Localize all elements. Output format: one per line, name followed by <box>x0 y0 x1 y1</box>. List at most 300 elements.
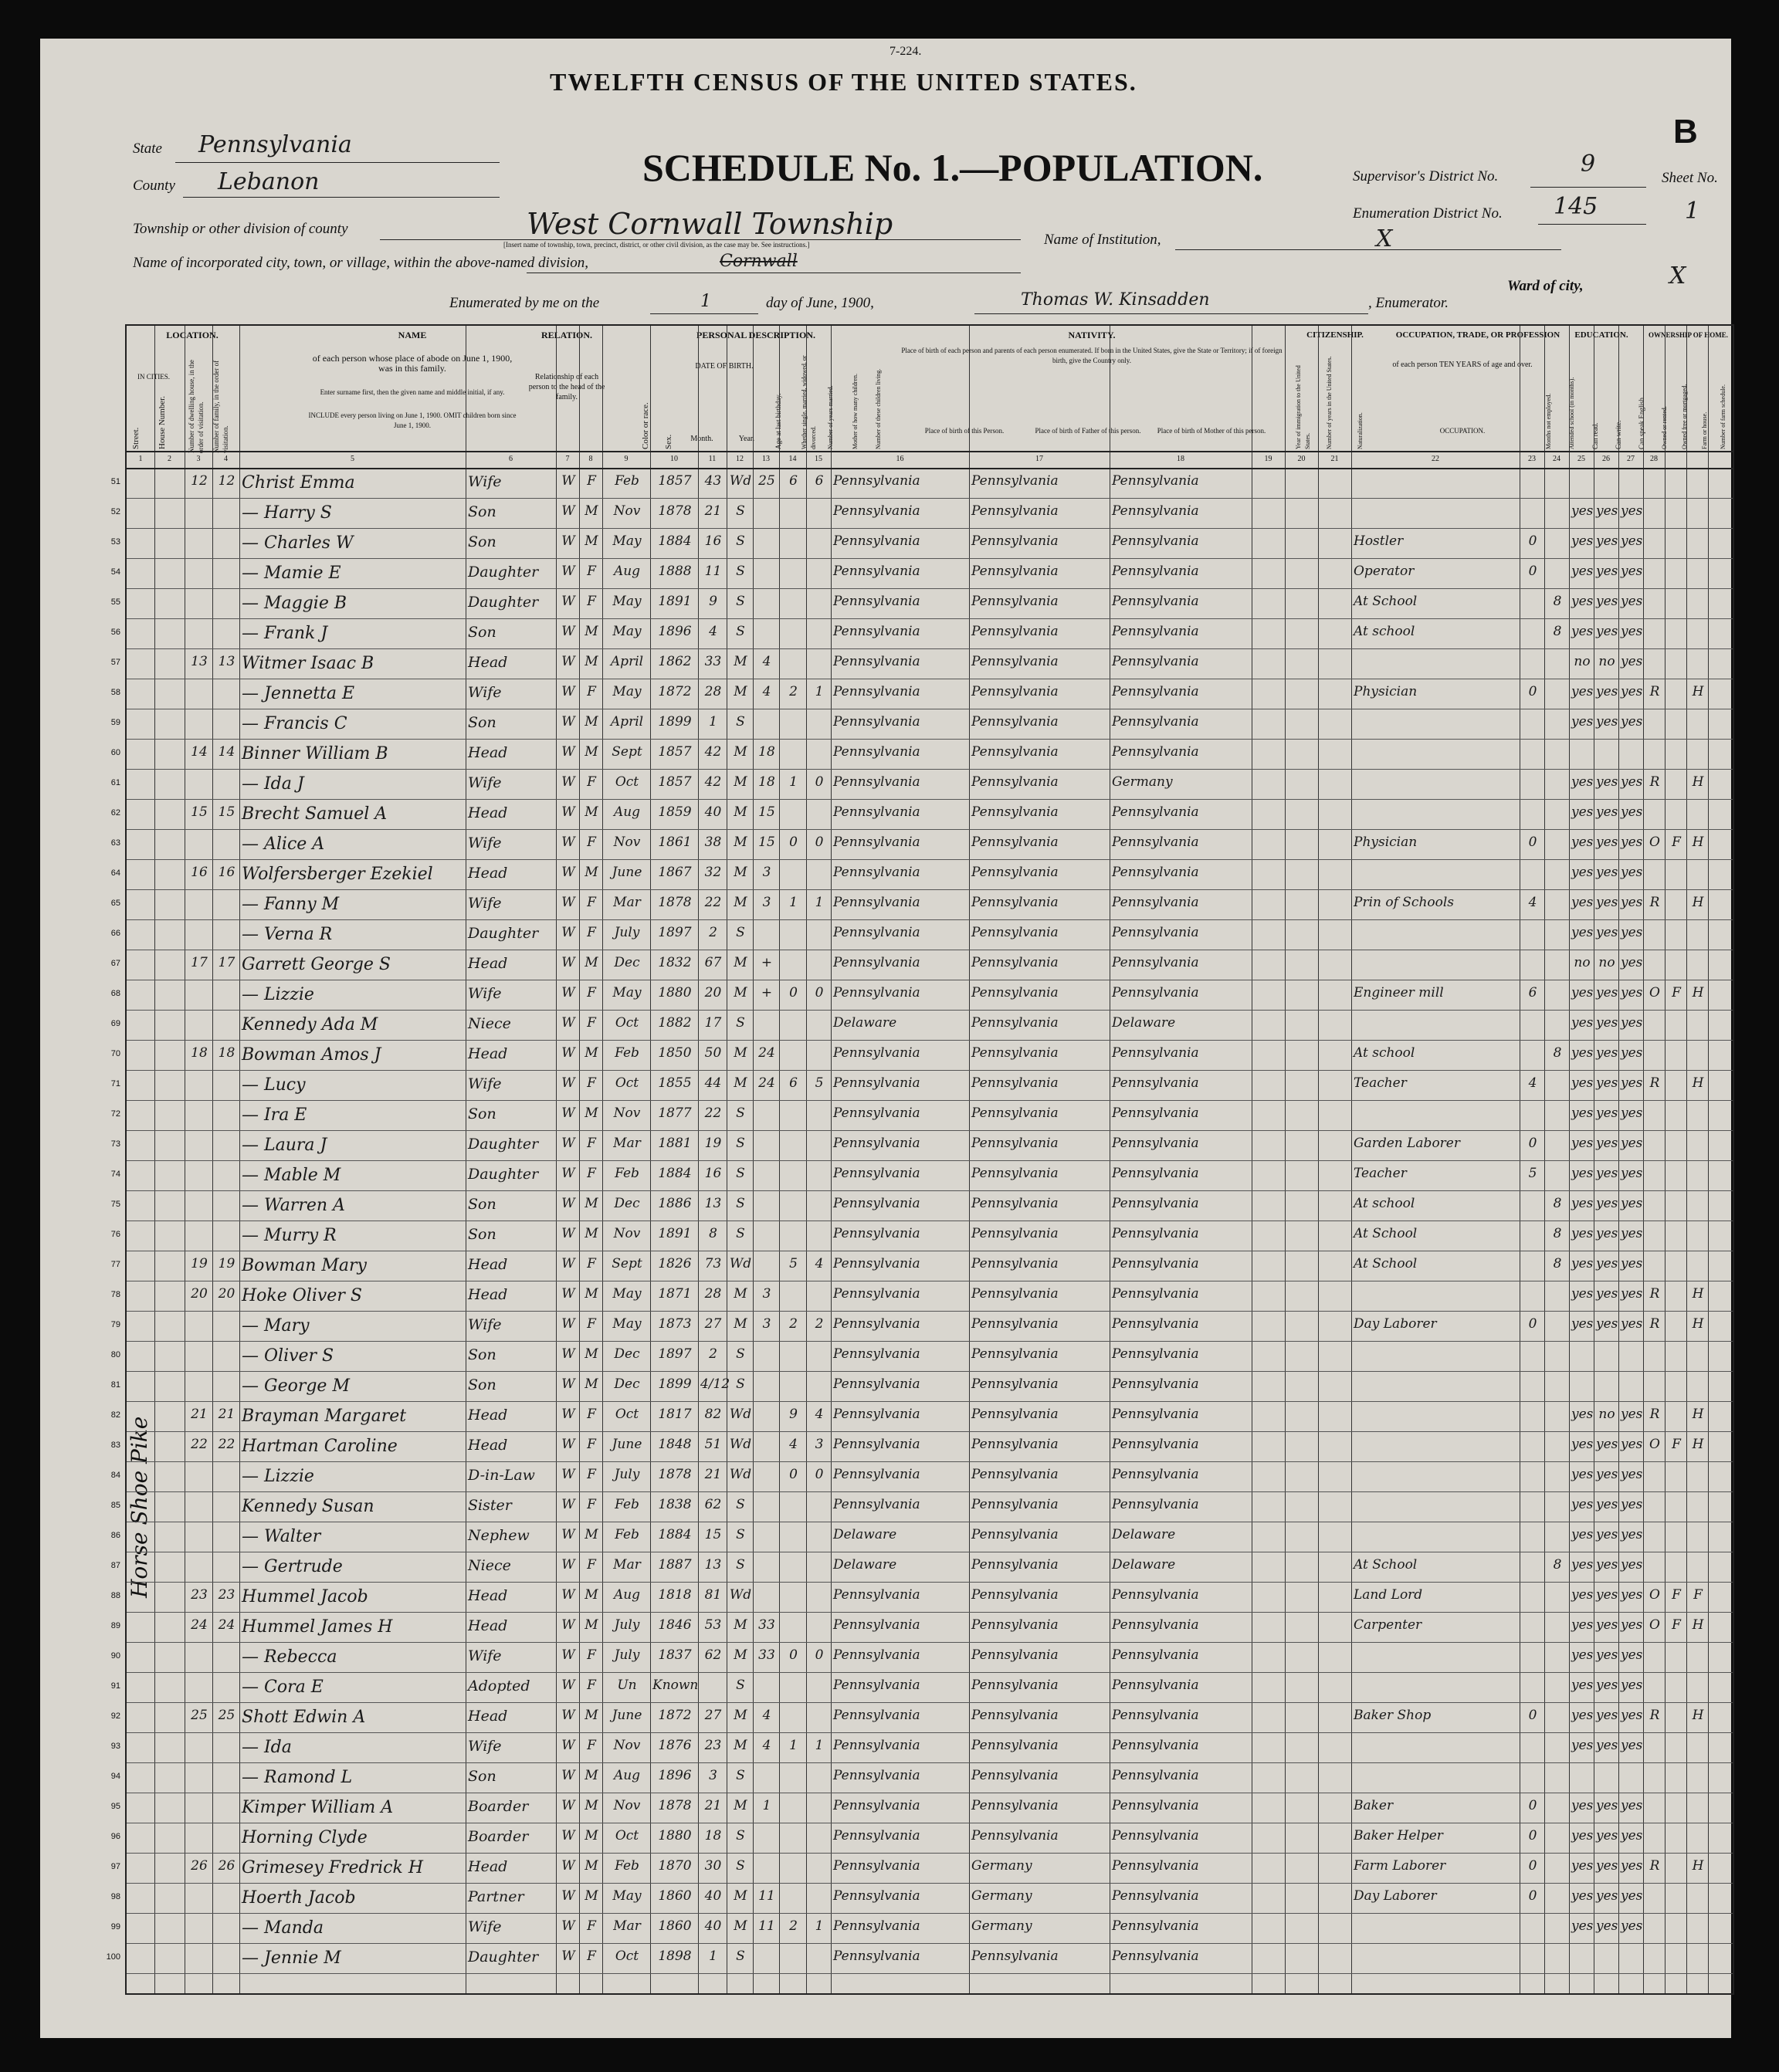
column-number: 14 <box>788 455 797 463</box>
line-number: 53 <box>110 537 120 547</box>
cell-fp: Pennsylvania <box>971 1105 1059 1121</box>
cell-eng: yes <box>1621 804 1643 820</box>
cell-write: yes <box>1596 533 1618 549</box>
cell-age: 38 <box>704 835 722 850</box>
cell-read: yes <box>1571 1467 1594 1482</box>
cell-rel: Son <box>468 533 496 550</box>
cell-occ: At School <box>1354 594 1418 609</box>
cell-eng: yes <box>1621 1045 1643 1061</box>
ward-label: Ward of city, <box>1507 278 1584 294</box>
cell-sex: M <box>585 533 598 549</box>
cell-own: R <box>1649 1407 1660 1422</box>
cell-write: yes <box>1596 1828 1618 1843</box>
cell-name: Grimesey Fredrick H <box>242 1858 424 1877</box>
cell-mp: Pennsylvania <box>1112 865 1199 880</box>
cell-month: Aug <box>613 1768 641 1783</box>
cell-color: W <box>561 1888 575 1904</box>
cell-mo: 2 <box>789 1918 798 1934</box>
cell-mne: 0 <box>1528 835 1537 850</box>
cell-sex: F <box>587 835 596 850</box>
cell-yrs: 3 <box>762 865 771 880</box>
cell-own: R <box>1649 1858 1660 1874</box>
cell-year: 1861 <box>658 835 692 850</box>
cell-read: yes <box>1571 1587 1594 1603</box>
cell-year: Known <box>652 1678 699 1693</box>
cell-bp: Pennsylvania <box>833 1075 920 1091</box>
cell-dw: 23 <box>191 1587 208 1603</box>
cell-read: yes <box>1571 804 1594 820</box>
cell-occ: Hostler <box>1354 533 1404 549</box>
column-number: 1 <box>138 455 143 463</box>
cell-write: yes <box>1596 1196 1618 1211</box>
line-number: 97 <box>110 1862 120 1871</box>
cell-eng: yes <box>1621 1888 1643 1904</box>
cell-rel: Wife <box>468 985 502 1002</box>
cell-age: 3 <box>709 1768 717 1783</box>
cell-mar: S <box>736 1768 745 1783</box>
cell-year: 1855 <box>658 1075 692 1091</box>
cell-mp: Pennsylvania <box>1112 1858 1199 1874</box>
cell-fam: 12 <box>218 473 236 489</box>
cell-rel: Son <box>468 1105 496 1122</box>
cell-age: 82 <box>704 1407 722 1422</box>
cell-occ: At school <box>1354 1045 1415 1061</box>
cell-occ: At School <box>1354 1557 1418 1573</box>
cell-read: yes <box>1571 1226 1594 1241</box>
line-number: 85 <box>110 1501 120 1510</box>
cell-fp: Pennsylvania <box>971 1346 1059 1362</box>
cell-rel: Head <box>468 1437 508 1454</box>
cell-sex: F <box>587 1166 596 1181</box>
cell-bp: Pennsylvania <box>833 1166 920 1181</box>
cell-own: R <box>1649 1708 1660 1723</box>
cell-occ: Prin of Schools <box>1354 895 1455 910</box>
enumerator-label: , Enumerator. <box>1368 295 1449 311</box>
cell-mar: M <box>734 1316 747 1332</box>
birth-person-header: Place of birth of this Person. <box>924 427 1005 435</box>
cell-name: Kennedy Ada M <box>242 1015 378 1034</box>
cell-mar: M <box>734 654 747 669</box>
cell-sex: M <box>585 865 598 880</box>
year-header: Year. <box>738 435 755 443</box>
cell-mar: S <box>736 1557 745 1573</box>
cell-liv: 0 <box>815 985 824 1000</box>
cell-sex: F <box>587 1738 596 1753</box>
cell-liv: 3 <box>815 1437 824 1452</box>
cell-yrs: 33 <box>758 1617 775 1633</box>
cell-color: W <box>561 564 575 579</box>
cell-yrs: 4 <box>762 654 771 669</box>
occupation-desc: of each person TEN YEARS of age and over. <box>1392 361 1533 369</box>
cell-mp: Pennsylvania <box>1112 895 1199 910</box>
cell-liv: 4 <box>815 1407 824 1422</box>
line-number: 52 <box>110 507 120 516</box>
cell-read: yes <box>1571 1888 1594 1904</box>
cell-mar: S <box>736 1497 745 1512</box>
cell-name: Hummel Jacob <box>242 1587 368 1606</box>
cell-mar: M <box>734 1286 747 1302</box>
cell-color: W <box>561 1196 575 1211</box>
naturalization-header: Naturalization. <box>1357 412 1364 449</box>
cell-age: 43 <box>704 473 722 489</box>
cell-month: Sept <box>612 744 642 760</box>
cell-name: — Mamie E <box>242 564 341 583</box>
cell-rel: Son <box>468 503 496 520</box>
cell-color: W <box>561 1105 575 1121</box>
cell-age: 27 <box>704 1708 722 1723</box>
cell-fam: 16 <box>218 865 236 880</box>
cell-mp: Pennsylvania <box>1112 1738 1199 1753</box>
cell-read: yes <box>1571 1437 1594 1452</box>
cell-bp: Pennsylvania <box>833 1738 920 1753</box>
cell-mp: Delaware <box>1112 1015 1176 1031</box>
cell-fam: 22 <box>218 1437 236 1452</box>
cell-age: 21 <box>704 1798 722 1813</box>
cell-eng: yes <box>1621 1527 1643 1542</box>
cell-liv: 0 <box>815 1467 824 1482</box>
cell-mar: S <box>736 1527 745 1542</box>
cell-name: Hoerth Jacob <box>242 1888 356 1908</box>
cell-occ: Day Laborer <box>1354 1316 1437 1332</box>
cell-mar: Wd <box>729 1467 752 1482</box>
cell-eng: yes <box>1621 985 1643 1000</box>
cell-write: no <box>1598 955 1615 970</box>
cell-rel: Daughter <box>468 1136 539 1153</box>
cell-fam: 14 <box>218 744 236 760</box>
group-name: NAME <box>398 330 427 340</box>
cell-bp: Pennsylvania <box>833 1346 920 1362</box>
cell-rel: Head <box>468 1858 508 1875</box>
cell-month: May <box>612 1286 642 1302</box>
cell-fp: Pennsylvania <box>971 1647 1059 1663</box>
cell-rel: Wife <box>468 835 502 851</box>
cell-month: Feb <box>615 1858 639 1874</box>
cell-write: yes <box>1596 1316 1618 1332</box>
cell-farm: H <box>1692 1437 1704 1452</box>
cell-sex: M <box>585 1708 598 1723</box>
cell-month: May <box>612 985 642 1000</box>
enumerator-name: Thomas W. Kinsadden <box>1021 290 1210 310</box>
line-number: 91 <box>110 1681 120 1691</box>
cell-age: 62 <box>704 1647 722 1663</box>
cell-sex: F <box>587 1075 596 1091</box>
cell-rel: Head <box>468 1617 508 1634</box>
cell-fam: 20 <box>218 1286 236 1302</box>
cell-sex: M <box>585 714 598 730</box>
farm-house-header: Farm or house. <box>1701 411 1708 449</box>
cell-rel: Head <box>468 1045 508 1062</box>
cell-mo: 0 <box>789 985 798 1000</box>
cell-mar: M <box>734 1617 747 1633</box>
cell-fp: Pennsylvania <box>971 1256 1059 1271</box>
cell-color: W <box>561 1708 575 1723</box>
cell-fp: Pennsylvania <box>971 1376 1059 1392</box>
cell-mar: M <box>734 955 747 970</box>
cell-mp: Pennsylvania <box>1112 955 1199 970</box>
county-value: Lebanon <box>218 168 320 195</box>
cell-age: 20 <box>704 985 722 1000</box>
cell-year: 1860 <box>658 1888 692 1904</box>
cell-bp: Pennsylvania <box>833 1407 920 1422</box>
cell-name: Hoke Oliver S <box>242 1286 362 1305</box>
cell-eng: yes <box>1621 564 1643 579</box>
cell-fp: Pennsylvania <box>971 1196 1059 1211</box>
cell-age: 40 <box>704 1918 722 1934</box>
line-number: 98 <box>110 1892 120 1901</box>
cell-color: W <box>561 895 575 910</box>
cell-sex: F <box>587 895 596 910</box>
cell-fp: Pennsylvania <box>971 1226 1059 1241</box>
cell-color: W <box>561 1256 575 1271</box>
cell-fp: Pennsylvania <box>971 804 1059 820</box>
cell-mar: M <box>734 1888 747 1904</box>
cell-dw: 25 <box>191 1708 208 1723</box>
cell-year: 1897 <box>658 1346 692 1362</box>
cell-color: W <box>561 1828 575 1843</box>
group-citizenship: CITIZENSHIP. <box>1306 330 1364 340</box>
group-dob: DATE OF BIRTH. <box>695 362 754 371</box>
cell-read: yes <box>1571 835 1594 850</box>
cell-month: Mar <box>613 1918 641 1934</box>
row-rule <box>127 1973 1733 1974</box>
cell-age: 28 <box>704 684 722 699</box>
cell-eng: yes <box>1621 1136 1643 1151</box>
cell-write: yes <box>1596 1738 1618 1753</box>
cell-name: — Ida J <box>242 774 304 794</box>
cell-rel: Head <box>468 1286 508 1303</box>
cell-rel: Boarder <box>468 1828 529 1845</box>
cell-fp: Pennsylvania <box>971 684 1059 699</box>
cell-month: Un <box>617 1678 637 1693</box>
cell-name: — Verna R <box>242 925 333 944</box>
cell-mar: S <box>736 1105 745 1121</box>
cell-month: May <box>612 1888 642 1904</box>
cell-eng: yes <box>1621 1798 1643 1813</box>
cell-color: W <box>561 1587 575 1603</box>
cell-sex: F <box>587 594 596 609</box>
line-number: 81 <box>110 1380 120 1390</box>
cell-month: Oct <box>615 1015 639 1031</box>
cell-mp: Pennsylvania <box>1112 1256 1199 1271</box>
cell-read: yes <box>1571 1617 1594 1633</box>
cell-mp: Pennsylvania <box>1112 1437 1199 1452</box>
cell-color: W <box>561 1527 575 1542</box>
cell-sex: M <box>585 1376 598 1392</box>
cell-rel: Daughter <box>468 564 539 581</box>
cell-color: W <box>561 1617 575 1633</box>
cell-fp: Pennsylvania <box>971 1467 1059 1482</box>
cell-age: 67 <box>704 955 722 970</box>
cell-sch: 8 <box>1553 1196 1562 1211</box>
cell-sex: M <box>585 1828 598 1843</box>
cell-mar: S <box>736 1948 745 1964</box>
cell-mar: Wd <box>729 1587 752 1603</box>
column-number: 13 <box>762 455 770 463</box>
cell-fp: Pennsylvania <box>971 1437 1059 1452</box>
cell-dw: 17 <box>191 955 208 970</box>
cell-mp: Pennsylvania <box>1112 1918 1199 1934</box>
cell-occ: Baker Shop <box>1354 1708 1432 1723</box>
cell-mp: Pennsylvania <box>1112 985 1199 1000</box>
cell-mar: S <box>736 925 745 940</box>
cell-liv: 0 <box>815 1647 824 1663</box>
cell-age: 33 <box>704 654 722 669</box>
column-number: 4 <box>224 455 228 463</box>
cell-yrs: 24 <box>758 1075 775 1091</box>
cell-free: F <box>1672 835 1681 850</box>
institution-value: X <box>1376 225 1393 252</box>
cell-eng: yes <box>1621 955 1643 970</box>
cell-farm: H <box>1692 1407 1704 1422</box>
cell-mar: M <box>734 744 747 760</box>
cell-read: yes <box>1571 533 1594 549</box>
cell-age: 1 <box>709 714 717 730</box>
cell-age: 21 <box>704 1467 722 1482</box>
cell-rel: Wife <box>468 1918 502 1935</box>
line-number: 55 <box>110 598 120 607</box>
cell-fp: Pennsylvania <box>971 714 1059 730</box>
cell-read: yes <box>1571 1136 1594 1151</box>
birth-mother-header: Place of birth of Mother of this person. <box>1157 427 1266 435</box>
cell-mar: S <box>736 1678 745 1693</box>
occupation-sub: OCCUPATION. <box>1439 427 1486 435</box>
cell-sex: M <box>585 1286 598 1302</box>
cell-year: 1877 <box>658 1105 692 1121</box>
institution-label: Name of Institution, <box>1044 232 1161 248</box>
cell-occ: Land Lord <box>1354 1587 1423 1603</box>
cell-color: W <box>561 1376 575 1392</box>
cell-eng: yes <box>1621 835 1643 850</box>
line-number: 71 <box>110 1079 120 1088</box>
line-number: 79 <box>110 1320 120 1329</box>
column-number: 6 <box>509 455 513 463</box>
cell-sex: M <box>585 744 598 760</box>
cell-dw: 16 <box>191 865 208 880</box>
cell-yrs: 3 <box>762 1316 771 1332</box>
cell-age: 27 <box>704 1316 722 1332</box>
cell-occ: Carpenter <box>1354 1617 1422 1633</box>
cell-age: 18 <box>704 1828 722 1843</box>
cell-read: yes <box>1571 925 1594 940</box>
cell-sex: M <box>585 1527 598 1542</box>
cell-color: W <box>561 503 575 519</box>
cell-mar: S <box>736 1136 745 1151</box>
cell-bp: Pennsylvania <box>833 804 920 820</box>
line-number: 77 <box>110 1260 120 1269</box>
cell-month: Nov <box>613 835 641 850</box>
cell-write: yes <box>1596 865 1618 880</box>
cell-read: yes <box>1571 714 1594 730</box>
farm-schedule-header: Number of farm schedule. <box>1720 384 1726 449</box>
line-number: 84 <box>110 1471 120 1480</box>
line-number: 59 <box>110 718 120 727</box>
cell-eng: yes <box>1621 1256 1643 1271</box>
cell-color: W <box>561 835 575 850</box>
column-number: 26 <box>1602 455 1610 463</box>
cell-year: 1891 <box>658 594 692 609</box>
cell-name: Shott Edwin A <box>242 1708 366 1727</box>
cell-bp: Pennsylvania <box>833 744 920 760</box>
cell-yrs: 15 <box>758 804 775 820</box>
header-rule <box>127 451 1733 452</box>
cell-year: 1896 <box>658 1768 692 1783</box>
cell-month: June <box>612 1437 642 1452</box>
cell-eng: yes <box>1621 1015 1643 1031</box>
cell-month: Dec <box>614 1376 640 1392</box>
cell-eng: yes <box>1621 1647 1643 1663</box>
cell-mar: S <box>736 1226 745 1241</box>
cell-color: W <box>561 1918 575 1934</box>
cell-color: W <box>561 1738 575 1753</box>
cell-read: yes <box>1571 1708 1594 1723</box>
column-number: 5 <box>351 455 354 463</box>
cell-yrs: 4 <box>762 1708 771 1723</box>
cell-write: yes <box>1596 1678 1618 1693</box>
cell-eng: yes <box>1621 1437 1643 1452</box>
ward-value: X <box>1669 262 1686 289</box>
cell-name: Bowman Mary <box>242 1256 367 1275</box>
cell-year: 1838 <box>658 1497 692 1512</box>
line-number: 70 <box>110 1049 120 1058</box>
cell-color: W <box>561 804 575 820</box>
cell-color: W <box>561 1045 575 1061</box>
cell-own: R <box>1649 1316 1660 1332</box>
cell-fp: Pennsylvania <box>971 955 1059 970</box>
cell-fam: 25 <box>218 1708 236 1723</box>
cell-name: — Alice A <box>242 835 325 854</box>
cell-mar: S <box>736 624 745 639</box>
cell-sex: F <box>587 1437 596 1452</box>
cell-color: W <box>561 865 575 880</box>
cell-color: W <box>561 1647 575 1663</box>
cell-occ: Physician <box>1354 835 1418 850</box>
cell-mp: Pennsylvania <box>1112 624 1199 639</box>
cell-color: W <box>561 1768 575 1783</box>
cell-mp: Pennsylvania <box>1112 473 1199 489</box>
cell-read: yes <box>1571 1166 1594 1181</box>
cell-month: Oct <box>615 774 639 790</box>
township-label: Township or other division of county <box>133 221 348 237</box>
cell-yrs: 11 <box>758 1888 775 1904</box>
cell-name: — Murry R <box>242 1226 337 1245</box>
column-number: 11 <box>708 455 717 463</box>
cell-name: — Maggie B <box>242 594 347 613</box>
cell-bp: Pennsylvania <box>833 624 920 639</box>
cell-free: F <box>1672 1437 1681 1452</box>
cell-color: W <box>561 1497 575 1512</box>
cell-write: yes <box>1596 1075 1618 1091</box>
cell-sex: F <box>587 564 596 579</box>
cell-mp: Pennsylvania <box>1112 1075 1199 1091</box>
column-number: 25 <box>1577 455 1585 463</box>
cell-fam: 17 <box>218 955 236 970</box>
cell-age: 2 <box>709 925 717 940</box>
cell-color: W <box>561 774 575 790</box>
cell-mar: S <box>736 533 745 549</box>
cell-read: yes <box>1571 1407 1594 1422</box>
cell-liv: 4 <box>815 1256 824 1271</box>
cell-mp: Pennsylvania <box>1112 1678 1199 1693</box>
cell-color: W <box>561 1678 575 1693</box>
cell-occ: Teacher <box>1354 1075 1407 1091</box>
cell-month: June <box>612 1708 642 1723</box>
cell-mp: Pennsylvania <box>1112 1105 1199 1121</box>
cell-yrs: + <box>761 955 773 970</box>
cell-mp: Pennsylvania <box>1112 684 1199 699</box>
cell-bp: Pennsylvania <box>833 1196 920 1211</box>
cell-yrs: 24 <box>758 1045 775 1061</box>
cell-year: 1899 <box>658 714 692 730</box>
